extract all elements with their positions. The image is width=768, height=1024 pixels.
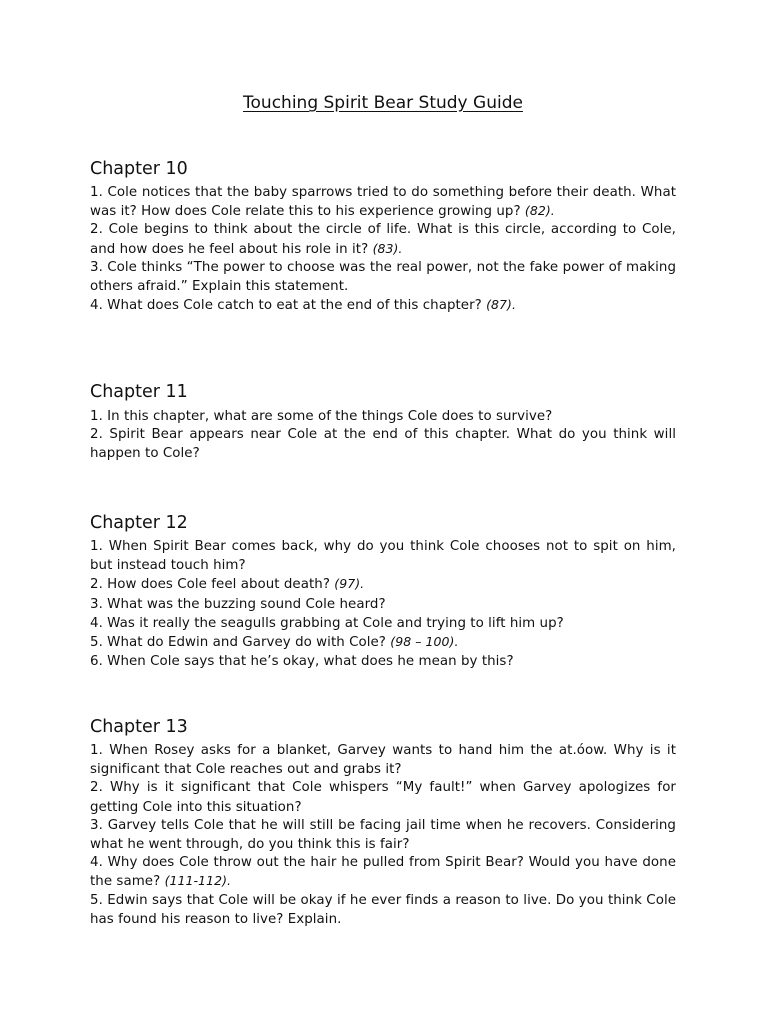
question-text: 2. Spirit Bear appears near Cole at the end of this chapter. What do you think will happen to Cole?: [90, 427, 676, 462]
question-item: [90, 595, 676, 614]
question-item: [90, 614, 676, 633]
question-item: [90, 426, 676, 463]
question-text: 3. What was the buzzing sound Cole heard?: [90, 596, 386, 612]
study-guide-page: [90, 0, 676, 1024]
question-text: 1. Cole notices that the baby sparrows tried to do something before their death. What was it? How does Cole relate this to his experience growing up?: [90, 185, 676, 220]
page-reference: (97).: [334, 576, 365, 592]
question-item: [90, 652, 676, 671]
question-list: [90, 742, 676, 929]
question-item: [90, 854, 676, 891]
chapter-12-section: [90, 512, 676, 671]
question-text: 2. Why is it significant that Cole whispers “My fault!” when Garvey apologizes for getting Cole into this situation?: [90, 780, 676, 815]
chapter-13-section: [90, 716, 676, 929]
question-text: 2. Cole begins to think about the circle of life. What is this circle, according to Cole, and how does he feel about his role in it?: [90, 222, 676, 257]
question-text: 4. What does Cole catch to eat at the end of this chapter?: [90, 298, 487, 314]
chapter-heading: Chapter 11: [90, 382, 188, 402]
question-item: [90, 779, 676, 816]
question-item: [90, 221, 676, 258]
question-text: 5. Edwin says that Cole will be okay if he ever finds a reason to live. Do you think Cole has found his reason to live? Explain.: [90, 892, 676, 927]
chapter-heading: Chapter 13: [90, 717, 188, 737]
document-title: Touching Spirit Bear Study Guide: [243, 93, 523, 113]
question-list: [90, 184, 676, 315]
question-item: [90, 184, 676, 221]
question-item: [90, 259, 676, 296]
page-reference: (87).: [486, 297, 517, 313]
question-text: 3. Cole thinks “The power to choose was the real power, not the fake power of making others afraid.” Explain this statement.: [90, 259, 676, 295]
chapter-11-section: [90, 381, 676, 464]
question-list: [90, 407, 676, 464]
question-item: [90, 633, 676, 652]
question-text: 1. When Rosey asks for a blanket, Garvey wants to hand him the at.óow. Why is it significant that Cole reaches out and grabs it?: [90, 743, 676, 778]
chapter-heading: Chapter 10: [90, 159, 188, 179]
question-item: [90, 892, 676, 929]
question-text: 4. Why does Cole throw out the hair he pulled from Spirit Bear? Would you have done the same?: [90, 855, 676, 890]
page-reference: (111-112).: [164, 873, 232, 889]
question-text: 3. Garvey tells Cole that he will still be facing jail time when he recovers. Considering what he went through, do you think this is fair?: [90, 817, 676, 853]
question-text: 6. When Cole says that he’s okay, what does he mean by this?: [90, 654, 514, 670]
page-reference: (83).: [372, 240, 403, 256]
question-item: [90, 742, 676, 779]
question-text: 5. What do Edwin and Garvey do with Cole?: [90, 635, 391, 651]
question-list: [90, 538, 676, 671]
question-text: 4. Was it really the seagulls grabbing at Cole and trying to lift him up?: [90, 615, 564, 631]
chapter-heading: Chapter 12: [90, 513, 188, 533]
question-text: 1. In this chapter, what are some of the things Cole does to survive?: [90, 409, 553, 424]
question-text: 2. How does Cole feel about death?: [90, 577, 335, 593]
page-reference: (82).: [524, 203, 555, 219]
question-item: [90, 407, 676, 426]
page-reference: (98 – 100).: [390, 634, 459, 650]
question-item: [90, 817, 676, 854]
question-item: [90, 575, 676, 594]
question-text: 1. When Spirit Bear comes back, why do you think Cole chooses not to spit on him, but instead touch him?: [90, 539, 676, 574]
question-item: [90, 296, 676, 315]
chapter-10-section: [90, 158, 676, 315]
question-item: [90, 538, 676, 575]
